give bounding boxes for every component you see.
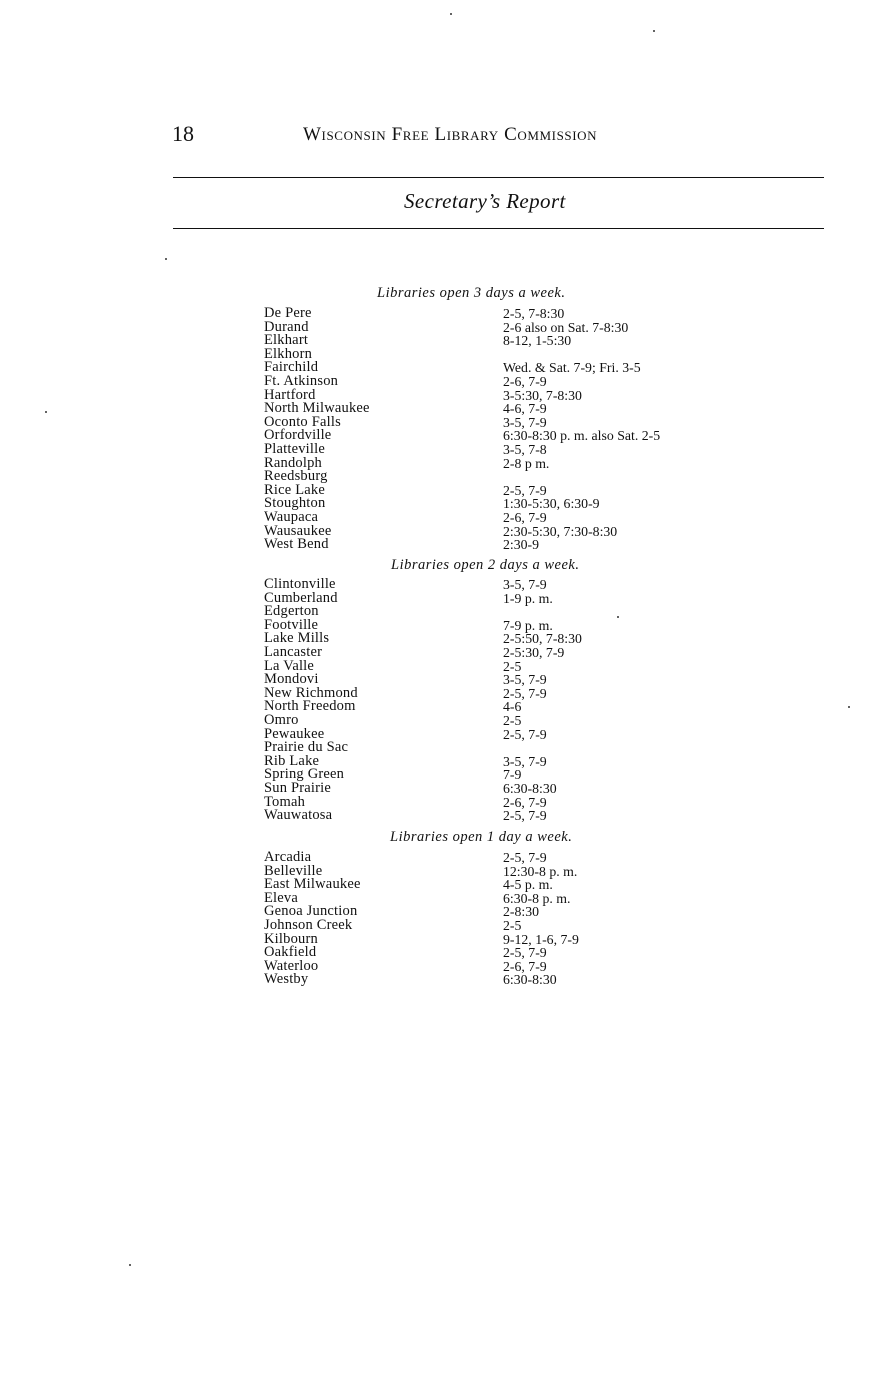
section-title: Secretary’s Report: [404, 189, 566, 213]
scan-speck: [129, 1264, 131, 1266]
library-name: Sun Prairie: [264, 779, 332, 796]
library-hours: 7-9: [503, 767, 522, 783]
library-name: Clintonville: [264, 576, 336, 592]
library-name: Orfordville: [264, 427, 332, 444]
library-hours: 2-5: [503, 712, 522, 728]
library-name: Wauwatosa: [264, 807, 333, 824]
library-name: Arcadia: [264, 849, 312, 865]
library-name: East Milwaukee: [264, 876, 361, 893]
library-name: Lake Mills: [264, 630, 330, 647]
library-hours: 8-12, 1-5:30: [503, 333, 572, 349]
library-name: North Freedom: [264, 698, 356, 715]
library-hours: 2-5, 7-9: [503, 482, 547, 498]
library-name: Ft. Atkinson: [264, 372, 339, 389]
library-name: Tomah: [264, 793, 306, 810]
scan-speck: [617, 616, 619, 618]
page-number: 18: [172, 121, 194, 146]
library-name: Platteville: [264, 440, 325, 457]
scan-speck: [45, 411, 47, 413]
library-hours: 1:30-5:30, 6:30-9: [503, 496, 600, 512]
group-heading-2-days: Libraries open 2 days a week.: [391, 557, 580, 573]
library-hours: 4-6, 7-9: [503, 401, 547, 417]
library-hours: 6:30-8:30: [503, 780, 557, 796]
library-name: Omro: [264, 711, 299, 728]
library-name: Spring Green: [264, 766, 345, 783]
library-hours: 2-5, 7-9: [503, 850, 547, 865]
library-hours: 3-5, 7-9: [503, 577, 547, 592]
library-name: Oakfield: [264, 944, 317, 961]
library-name: Edgerton: [264, 603, 319, 620]
library-hours: 3-5, 7-8: [503, 441, 547, 457]
bottom-rule: [173, 228, 824, 229]
library-hours: 2:30-9: [503, 537, 540, 553]
library-name: West Bend: [264, 536, 329, 553]
library-hours: Wed. & Sat. 7-9; Fri. 3-5: [503, 360, 641, 376]
library-name: Fairchild: [264, 359, 319, 376]
library-name: La Valle: [264, 657, 315, 674]
library-name: De Pere: [264, 305, 312, 321]
library-hours: 2-5, 7-8:30: [503, 306, 565, 321]
scan-speck: [848, 706, 850, 708]
library-name: Randolph: [264, 454, 322, 471]
library-hours: 9-12, 1-6, 7-9: [503, 931, 579, 947]
scan-speck: [653, 30, 655, 32]
library-name: Lancaster: [264, 643, 323, 660]
library-name: Pewaukee: [264, 725, 325, 742]
library-hours: 6:30-8:30 p. m. also Sat. 2-5: [503, 428, 661, 444]
library-hours: 2:30-5:30, 7:30-8:30: [503, 523, 618, 539]
library-hours: 2-5, 7-9: [503, 726, 547, 742]
library-hours: 2-6, 7-9: [503, 509, 547, 525]
library-hours: 2-5:30, 7-9: [503, 644, 565, 660]
library-hours: 3-5:30, 7-8:30: [503, 387, 582, 403]
library-hours: 4-5 p. m.: [503, 877, 553, 893]
library-hours: 6:30-8:30: [503, 972, 557, 988]
library-name: Rib Lake: [264, 752, 320, 769]
library-name: Waterloo: [264, 957, 319, 974]
library-name: Elkhorn: [264, 345, 313, 362]
library-name: North Milwaukee: [264, 400, 370, 417]
library-hours: 2-6, 7-9: [503, 373, 547, 389]
library-hours: 2-5, 7-9: [503, 685, 547, 701]
library-name: New Richmond: [264, 684, 358, 701]
library-name: Belleville: [264, 862, 323, 879]
library-name: Kilbourn: [264, 930, 318, 947]
library-name: Mondovi: [264, 671, 319, 688]
library-name: Hartford: [264, 386, 316, 403]
library-hours: 1-9 p. m.: [503, 590, 553, 606]
library-hours: 3-5, 7-9: [503, 414, 547, 430]
library-name: Reedsburg: [264, 468, 328, 485]
library-name: Rice Lake: [264, 481, 325, 498]
library-hours: 6:30-8 p. m.: [503, 890, 571, 906]
library-hours: 2-5, 7-9: [503, 945, 547, 961]
library-hours: 2-5:50, 7-8:30: [503, 631, 582, 647]
library-name: Waupaca: [264, 508, 319, 525]
library-hours: 2-5, 7-9: [503, 808, 547, 824]
library-hours: 2-8:30: [503, 904, 540, 920]
library-name: Johnson Creek: [264, 916, 353, 933]
library-hours: 3-5, 7-9: [503, 753, 547, 769]
library-name: Elkhart: [264, 332, 309, 349]
library-hours: 2-8 p m.: [503, 455, 550, 471]
library-name: Stoughton: [264, 495, 326, 512]
library-name: Westby: [264, 971, 309, 988]
library-hours: 12:30-8 p. m.: [503, 863, 578, 879]
library-name: Footville: [264, 616, 319, 633]
scan-speck: [165, 258, 167, 260]
top-rule: [173, 177, 824, 178]
library-hours: 4-6: [503, 699, 522, 715]
scan-speck: [450, 13, 452, 15]
library-name: Oconto Falls: [264, 413, 341, 430]
library-hours: 2-6 also on Sat. 7-8:30: [503, 319, 629, 335]
library-hours: 3-5, 7-9: [503, 672, 547, 688]
library-name: Prairie du Sac: [264, 739, 349, 756]
library-name: Cumberland: [264, 589, 338, 606]
library-hours: 7-9 p. m.: [503, 617, 553, 633]
library-hours: 2-6, 7-9: [503, 794, 547, 810]
library-hours: 2-5: [503, 658, 522, 674]
group-heading-1-day: Libraries open 1 day a week.: [390, 829, 573, 845]
library-name: Genoa Junction: [264, 903, 358, 920]
group-heading-3-days: Libraries open 3 days a week.: [377, 285, 566, 301]
library-name: Durand: [264, 318, 309, 335]
library-name: Wausaukee: [264, 522, 332, 539]
library-name: Eleva: [264, 889, 299, 906]
library-hours: 2-6, 7-9: [503, 958, 547, 974]
library-hours: 2-5: [503, 917, 522, 933]
running-head: Wisconsin Free Library Commission: [303, 124, 598, 145]
